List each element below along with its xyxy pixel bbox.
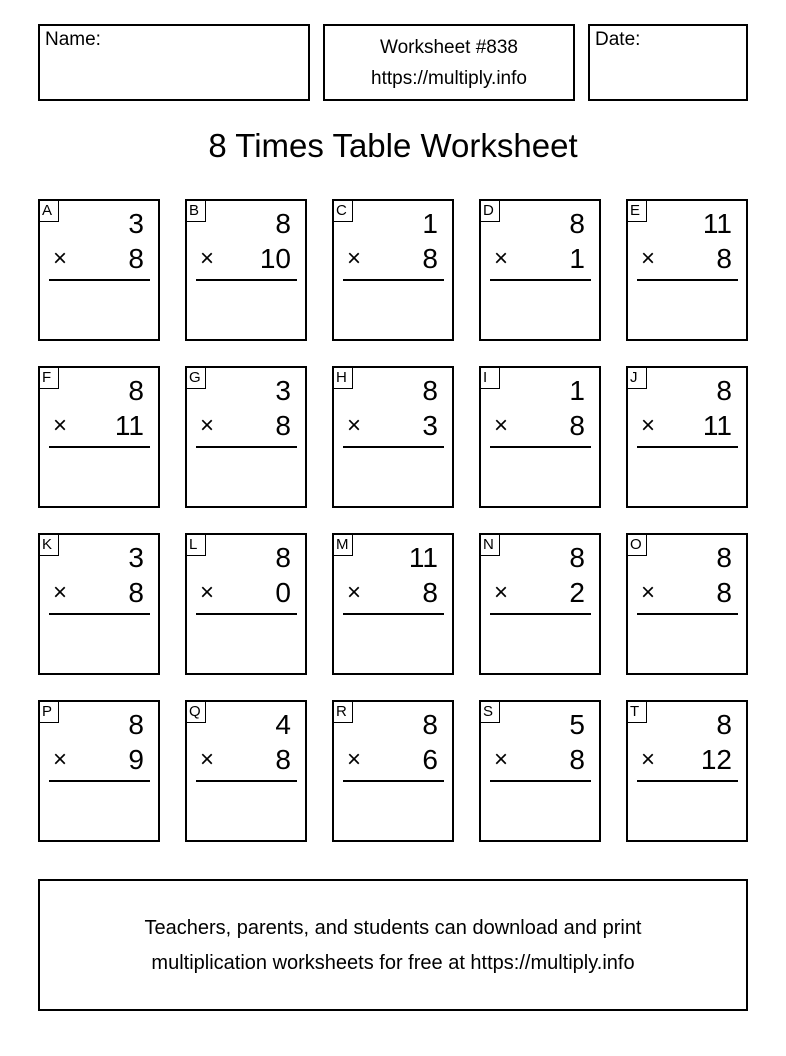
times-sign: ×	[641, 245, 656, 272]
problem-card	[626, 700, 748, 842]
problem-letter: N	[480, 534, 500, 556]
answer-line	[343, 279, 444, 281]
multiplicand: 3	[128, 208, 144, 239]
page-title: 8 Times Table Worksheet	[208, 127, 578, 164]
problem-card	[185, 700, 307, 842]
answer-line	[196, 780, 297, 782]
problem-letter: R	[333, 701, 353, 723]
multiplicand: 8	[716, 375, 732, 406]
times-sign: ×	[641, 579, 656, 606]
times-sign: ×	[641, 746, 656, 773]
problem-card	[479, 366, 601, 508]
multiplier: 8	[569, 410, 585, 441]
times-sign: ×	[53, 412, 68, 439]
multiplicand: 3	[128, 542, 144, 573]
multiplier: 8	[128, 243, 144, 274]
problem-letter: Q	[186, 701, 206, 723]
problem-card	[626, 533, 748, 675]
problem-letter: A	[39, 200, 59, 222]
times-sign: ×	[347, 746, 362, 773]
times-sign: ×	[347, 412, 362, 439]
date-field-box[interactable]	[588, 24, 748, 101]
times-sign: ×	[347, 245, 362, 272]
times-sign: ×	[200, 412, 215, 439]
answer-line	[343, 446, 444, 448]
problem-card	[332, 533, 454, 675]
multiplicand: 3	[275, 375, 291, 406]
problem-letter: I	[480, 367, 500, 389]
problem-card	[332, 199, 454, 341]
problem-grid	[38, 199, 749, 842]
answer-line	[637, 446, 738, 448]
times-sign: ×	[200, 746, 215, 773]
problem-letter: C	[333, 200, 353, 222]
problem-card	[332, 366, 454, 508]
name-label: Name:	[45, 29, 101, 50]
multiplier: 11	[702, 410, 732, 441]
times-sign: ×	[200, 579, 215, 606]
problem-letter: O	[627, 534, 647, 556]
problem-letter: S	[480, 701, 500, 723]
multiplier: 0	[275, 577, 291, 608]
problem-card	[38, 533, 160, 675]
multiplier: 6	[422, 744, 438, 775]
multiplier: 1	[569, 243, 585, 274]
multiplicand: 8	[275, 542, 291, 573]
answer-line	[49, 446, 150, 448]
problem-card	[185, 533, 307, 675]
multiplicand: 8	[422, 709, 438, 740]
name-field-box[interactable]	[38, 24, 310, 101]
answer-line	[637, 613, 738, 615]
answer-line	[343, 780, 444, 782]
problem-card	[479, 700, 601, 842]
answer-line	[490, 613, 591, 615]
multiplicand: 8	[569, 208, 585, 239]
problem-letter: J	[627, 367, 647, 389]
worksheet-number: Worksheet #838	[379, 37, 518, 58]
problem-letter: D	[480, 200, 500, 222]
footer-line-2: multiplication worksheets for free at https://multiply.info	[151, 952, 635, 974]
times-sign: ×	[494, 746, 509, 773]
footer-line-1: Teachers, parents, and students can download and print	[144, 917, 642, 939]
answer-line	[490, 279, 591, 281]
times-sign: ×	[200, 245, 215, 272]
multiplicand: 1	[569, 375, 585, 406]
multiplier: 9	[128, 744, 144, 775]
multiplicand: 5	[569, 709, 585, 740]
multiplier: 2	[569, 577, 585, 608]
multiplier: 3	[422, 410, 438, 441]
problem-card	[479, 533, 601, 675]
multiplier: 8	[569, 744, 585, 775]
multiplicand: 4	[275, 709, 291, 740]
times-sign: ×	[494, 245, 509, 272]
multiplier: 11	[114, 410, 144, 441]
answer-line	[490, 780, 591, 782]
times-sign: ×	[53, 746, 68, 773]
multiplier: 8	[275, 744, 291, 775]
problem-letter: T	[627, 701, 647, 723]
date-label: Date:	[595, 29, 641, 50]
problem-card	[185, 199, 307, 341]
answer-line	[343, 613, 444, 615]
multiplicand: 11	[702, 208, 732, 239]
problem-card	[332, 700, 454, 842]
multiplier: 8	[128, 577, 144, 608]
multiplier: 8	[275, 410, 291, 441]
problem-letter: M	[333, 534, 353, 556]
problem-card	[38, 199, 160, 341]
answer-line	[49, 780, 150, 782]
multiplier: 8	[716, 577, 732, 608]
times-sign: ×	[494, 412, 509, 439]
answer-line	[196, 279, 297, 281]
problem-letter: G	[186, 367, 206, 389]
multiplier: 8	[716, 243, 732, 274]
problem-letter: E	[627, 200, 647, 222]
answer-line	[49, 613, 150, 615]
problem-letter: F	[39, 367, 59, 389]
problem-letter: P	[39, 701, 59, 723]
answer-line	[49, 279, 150, 281]
multiplicand: 8	[569, 542, 585, 573]
times-sign: ×	[347, 579, 362, 606]
problem-card	[626, 199, 748, 341]
times-sign: ×	[53, 579, 68, 606]
multiplicand: 8	[128, 375, 144, 406]
worksheet-info-box	[323, 24, 575, 101]
problem-card	[38, 366, 160, 508]
answer-line	[490, 446, 591, 448]
multiplicand: 1	[422, 208, 438, 239]
problem-card	[626, 366, 748, 508]
problem-card	[185, 366, 307, 508]
worksheet-url: https://multiply.info	[371, 68, 527, 89]
multiplier: 8	[422, 577, 438, 608]
times-sign: ×	[53, 245, 68, 272]
problem-card	[479, 199, 601, 341]
multiplicand: 8	[422, 375, 438, 406]
footer-note	[38, 879, 748, 1011]
problem-letter: H	[333, 367, 353, 389]
answer-line	[196, 446, 297, 448]
multiplicand: 8	[275, 208, 291, 239]
problem-letter: L	[186, 534, 206, 556]
problem-letter: B	[186, 200, 206, 222]
multiplicand: 8	[128, 709, 144, 740]
multiplier: 8	[422, 243, 438, 274]
answer-line	[637, 780, 738, 782]
problem-letter: K	[39, 534, 59, 556]
times-sign: ×	[641, 412, 656, 439]
answer-line	[637, 279, 738, 281]
multiplicand: 8	[716, 709, 732, 740]
times-sign: ×	[494, 579, 509, 606]
multiplicand: 8	[716, 542, 732, 573]
multiplicand: 11	[408, 542, 438, 573]
answer-line	[196, 613, 297, 615]
multiplier: 10	[259, 243, 291, 274]
problem-card	[38, 700, 160, 842]
multiplier: 12	[700, 744, 732, 775]
